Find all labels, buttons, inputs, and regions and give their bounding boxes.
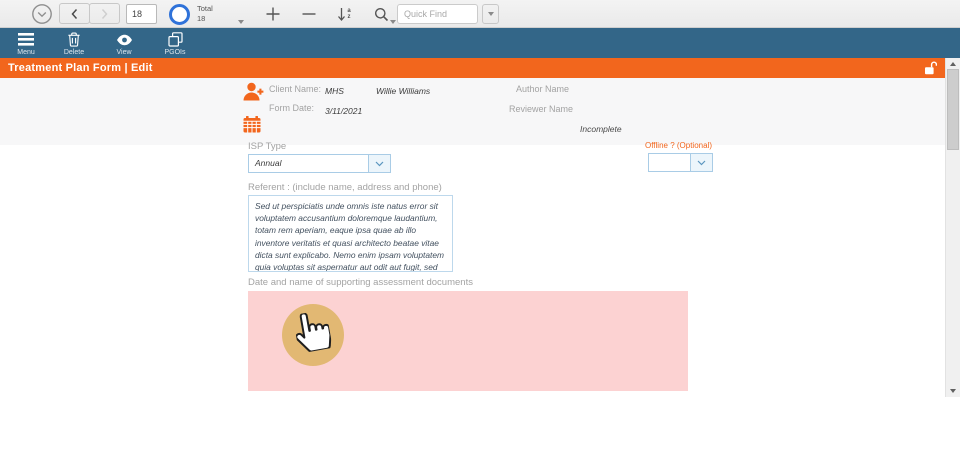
menu-button[interactable] [2, 28, 50, 58]
client-code-value[interactable]: MHS [325, 86, 344, 96]
form-date-value[interactable]: 3/11/2021 [325, 106, 363, 116]
next-record-button[interactable] [89, 3, 120, 24]
triangle-up-icon [950, 62, 956, 66]
action-toolbar [0, 28, 960, 58]
isp-type-value: Annual [255, 158, 282, 168]
referent-label: Referent : (include name, address and phone) [248, 182, 442, 193]
scroll-down-arrow[interactable] [946, 385, 960, 397]
circle-chevron-down-icon [31, 3, 53, 25]
delete-label: Delete [63, 49, 85, 56]
scrollbar-thumb[interactable] [947, 69, 959, 150]
isp-type-label: ISP Type [248, 141, 287, 152]
pgois-label: PGOIs [164, 49, 186, 56]
menu-icon [18, 32, 34, 47]
form-title-bar [0, 58, 945, 78]
remove-button[interactable] [298, 4, 320, 24]
chevron-right-icon [100, 8, 109, 20]
total-records [197, 4, 213, 23]
status-badge: Incomplete [580, 124, 622, 134]
form-date-label: Form Date: [269, 103, 315, 113]
referent-textarea[interactable] [248, 195, 453, 272]
total-value: 18 [197, 13, 206, 23]
isp-type-dropdown[interactable] [248, 154, 391, 173]
calendar-icon[interactable] [243, 116, 261, 138]
add-client-icon[interactable] [243, 82, 264, 106]
search-button[interactable] [370, 4, 392, 24]
total-label: Total [197, 4, 213, 13]
supporting-docs-field[interactable] [248, 291, 688, 391]
plus-icon [265, 6, 281, 22]
sort-az-icon: a z [337, 7, 350, 22]
add-button[interactable] [262, 4, 284, 24]
total-dropdown-caret[interactable] [238, 20, 244, 24]
offline-dropdown[interactable] [648, 153, 713, 172]
trash-icon [67, 32, 81, 47]
client-name-label: Client Name: [269, 84, 322, 94]
menu-label: Menu [17, 49, 35, 56]
previous-record-button[interactable] [59, 3, 90, 24]
client-name-value[interactable]: Willie Williams [376, 86, 431, 96]
reviewer-name-label: Reviewer Name [509, 104, 574, 114]
chevron-down-icon [488, 12, 494, 16]
collapse-toolbar-button[interactable] [31, 3, 53, 25]
quick-find-dropdown-button[interactable] [482, 4, 499, 24]
minus-icon [301, 6, 317, 22]
eye-icon [116, 32, 133, 47]
view-label: View [116, 49, 132, 56]
pages-icon [168, 32, 183, 47]
quick-find-input[interactable] [397, 4, 478, 24]
delete-button[interactable] [50, 28, 98, 58]
search-icon [374, 7, 389, 22]
page-title: Treatment Plan Form | Edit [8, 62, 153, 74]
chevron-left-icon [70, 8, 79, 20]
vertical-scrollbar[interactable] [945, 58, 960, 397]
record-number-input[interactable] [126, 4, 157, 24]
pgois-button[interactable] [149, 28, 201, 58]
author-name-label: Author Name [516, 84, 570, 94]
hand-pointer-icon [292, 309, 333, 358]
supporting-docs-label: Date and name of supporting assessment documents [248, 277, 473, 288]
client-info-band [0, 78, 945, 145]
chevron-down-icon[interactable] [368, 155, 390, 172]
sort-button[interactable] [333, 4, 355, 24]
view-button[interactable] [100, 28, 148, 58]
offline-label: Offline ? (Optional) [645, 141, 712, 150]
total-records-icon [169, 4, 190, 25]
top-toolbar [0, 0, 960, 28]
triangle-down-icon [950, 389, 956, 393]
search-dropdown-caret[interactable] [390, 20, 396, 24]
chevron-down-icon[interactable] [690, 154, 712, 171]
